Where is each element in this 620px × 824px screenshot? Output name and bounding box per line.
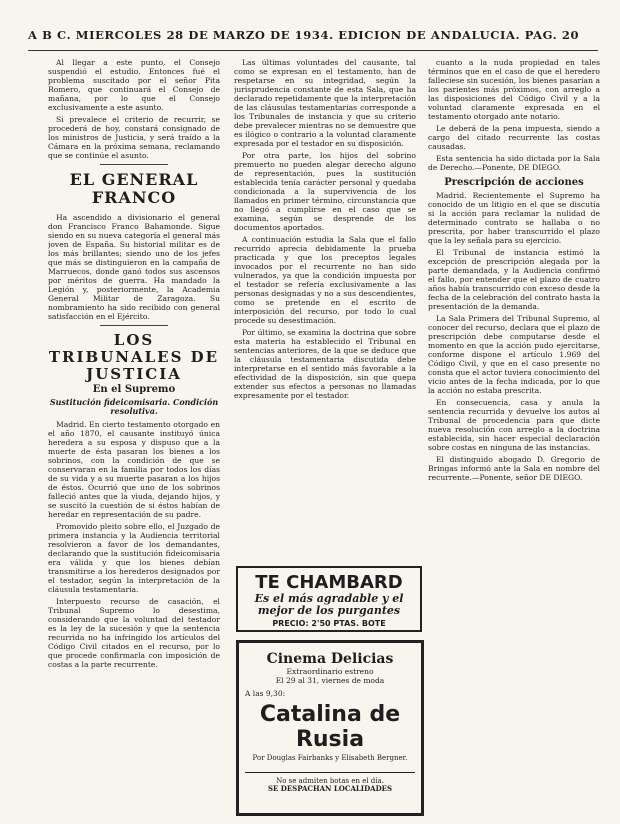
paragraph: La Sala Primera del Tribunal Supremo, al conocer del recurso, declara que el plazo de prescripción debe computarse desde el momento en que la acción pudo ejercitarse, conforme dispone el artículo 1.969 del Código Civil, y que en el caso presente no consta que el actor tuviera conocimiento del vicio antes de la fecha indicada, por lo que la acción no estaba prescrita. [428,314,600,395]
paragraph: Por otra parte, los hijos del sobrino premuerto no pueden alegar derecho alguno de representación, pues la sustitución establecida tenía carácter personal y quedaba condicionada a la supervivencia de los llamados en primer término, circunstancia que no llegó a cumplirse en el caso que se examina, según se desprende de los documentos aportados. [234,151,416,232]
subheading-supremo: En el Supremo [92,384,176,395]
divider [100,325,169,326]
ad-line: Extraordinario estreno [286,667,374,676]
heading-general-franco: EL GENERAL FRANCO [69,170,199,207]
paragraph: El Tribunal de instancia estimó la excepción de prescripción alegada por la parte demandada, y la Audiencia confirmó el fallo, por entender que el plazo de cuatro años había transcurrido con exceso desde la fecha de la celebración del contrato hasta la presentación de la demanda. [428,248,600,311]
paragraph: Al llegar a este punto, el Consejo suspendió el estudio. Entonces fué el problema suscitado por el señor Pita Romero, que continuará el Consejo de mañana, por lo que el Consejo exclusivamente a este asunto. [48,58,220,112]
paragraph: Las últimas voluntades del causante, tal como se expresan en el testamento, han de respetarse en su integridad, según la jurisprudencia constante de esta Sala, que ha declarado repetidamente que la interpretación de las cláusulas testamentarias corresponde a los Tribunales de instancia y que su criterio debe prevalecer mientras no se demuestre que es ilógico o contrario a la voluntad claramente expresada por el testador en su disposición. [234,58,416,148]
divider [100,164,169,165]
paragraph: Madrid. Recientemente el Supremo ha conocido de un litigio en el que se discutía si la acción para reclamar la nulidad de determinado contrato se hallaba o no prescrita, por haber transcurrido el plazo que la ley señala para su ejercicio. [428,191,600,245]
ad-title: TE CHAMBARD [255,572,403,593]
paragraph: Promovido pleito sobre ello, el Juzgado de primera instancia y la Audiencia territorial resolvieron a favor de los demandantes, declarando que la sustitución fideicomisaria era válida y que los bienes debían transmitirse a los herederos designados por el testador, según la interpretación de la cláusula testamentaria. [48,522,220,594]
masthead: A B C. MIERCOLES 28 DE MARZO DE 1934. EDICION DE ANDALUCIA. PAG. 20 [28,28,580,42]
paragraph: El distinguido abogado D. Gregorio de Bringas informó ante la Sala en nombre del recurrente.—Ponente, señor DE DIEGO. [428,455,600,482]
column-3 [428,58,600,814]
subheading-sustitucion: Sustitución fideicomisaria. Condición resolutiva. [49,397,219,416]
masthead-rule [28,50,598,51]
ad-title: Cinema Delicias [266,651,394,667]
heading-prescripcion: Prescripción de acciones [444,177,584,188]
paragraph: Ha ascendido a divisionario el general don Francisco Franco Bahamonde. Sigue siendo en su nueva categoría el general más joven de España. Su historial militar es de los más brillantes; siendo uno de los jefes que más se distinguieron en la campaña de Marruecos, donde ganó todos sus ascensos por méritos de guerra. Ha mandado la Legión y, posteriormente, la Academia General Militar de Zaragoza. Su nombramiento ha sido recibido con general satisfacción en el Ejército. [48,213,220,321]
paragraph: cuanto a la nuda propiedad en tales términos que en el caso de que el heredero falleciese sin sucesión, los bienes pasarían a los parientes más próximos, con arreglo a las disposiciones del Código Civil y a la voluntad claramente expresada en el testamento otorgado ante notario. [428,58,600,121]
paragraph: Esta sentencia ha sido dictada por la Sala de Derecho.—Ponente, DE DIEGO. [428,154,600,172]
column-1 [48,58,220,814]
ad-line: A las 9,30: [245,689,286,698]
ad-cinema-delicias [236,640,424,816]
column-2 [234,58,416,603]
heading-tribunales: LOS TRIBUNALES DE JUSTICIA [48,331,220,383]
ad-film-title: Catalina de Rusia [259,702,401,752]
paragraph: Le deberá de la pena impuesta, siendo a cargo del citado recurrente las costas causadas. [428,124,600,151]
ad-line: El 29 al 31, viernes de moda [275,676,385,685]
paragraph: A continuación estudia la Sala que el fallo recurrido aprecia debidamente la prueba practicada y que los preceptos legales invocados por el recurrente no han sido vulnerados, ya que la condición impuesta por el testador se refería exclusivamente a las personas designadas y no a sus descendientes, como se pretende en el escrito de interposición del recurso, por todo lo cual procede su desestimación. [234,235,416,325]
ad-note: SE DESPACHAN LOCALIDADES [267,784,393,793]
ad-cast: Por Douglas Fairbanks y Elisabeth Bergner. [252,754,408,762]
ad-tagline: Es el más agradable y el [254,592,404,605]
paragraph: En consecuencia, casa y anula la sentencia recurrida y devuelve los autos al Tribunal de procedencia para que dicte nueva resolución con arreglo a la doctrina establecida, sin hacer especial declaración sobre costas en ninguna de las instancias. [428,398,600,452]
paragraph: Interpuesto recurso de casación, el Tribunal Supremo lo desestima, considerando que la voluntad del testador es la ley de la sucesión y que la sentencia recurrida no ha infringido los artículos del Código Civil citados en el recurso, por lo que procede confirmarla con imposición de costas a la parte recurrente. [48,597,220,669]
ad-price: PRECIO: 2'50 PTAS. BOTE [272,619,386,628]
ad-note: No se admiten botas en el día. [276,777,384,785]
paragraph: Madrid. En cierto testamento otorgado en el año 1870, el causante instituyó única heredera a su esposa y dispuso que a la muerte de ésta pasaran los bienes a los sobrinos, con la condición de que se conservaran en la familia por todos los días de su vida y a su muerte pasaran a los hijos de éstos. Ocurrió que uno de los sobrinos falleció antes que la viuda, dejando hijos, y se suscitó la cuestión de si éstos habían de heredar en representación de su padre. [48,420,220,519]
ad-tagline: mejor de los purgantes [257,604,401,617]
ad-te-chambard [236,566,422,632]
paragraph: Por último, se examina la doctrina que sobre esta materia ha establecido el Tribunal en sentencias anteriores, de la que se deduce que la cláusula testamentaria discutida debe interpretarse en el sentido más favorable a la efectividad de la disposición, sin que quepa extender sus efectos a personas no llamadas expresamente por el testador. [234,328,416,400]
paragraph: Si prevalece el criterio de recurrir, se procederá de hoy, constará consignado de los ministros de Justicia, y será traído a la Cámara en la próxima semana, reclamando que se continúe el asunto. [48,115,220,160]
